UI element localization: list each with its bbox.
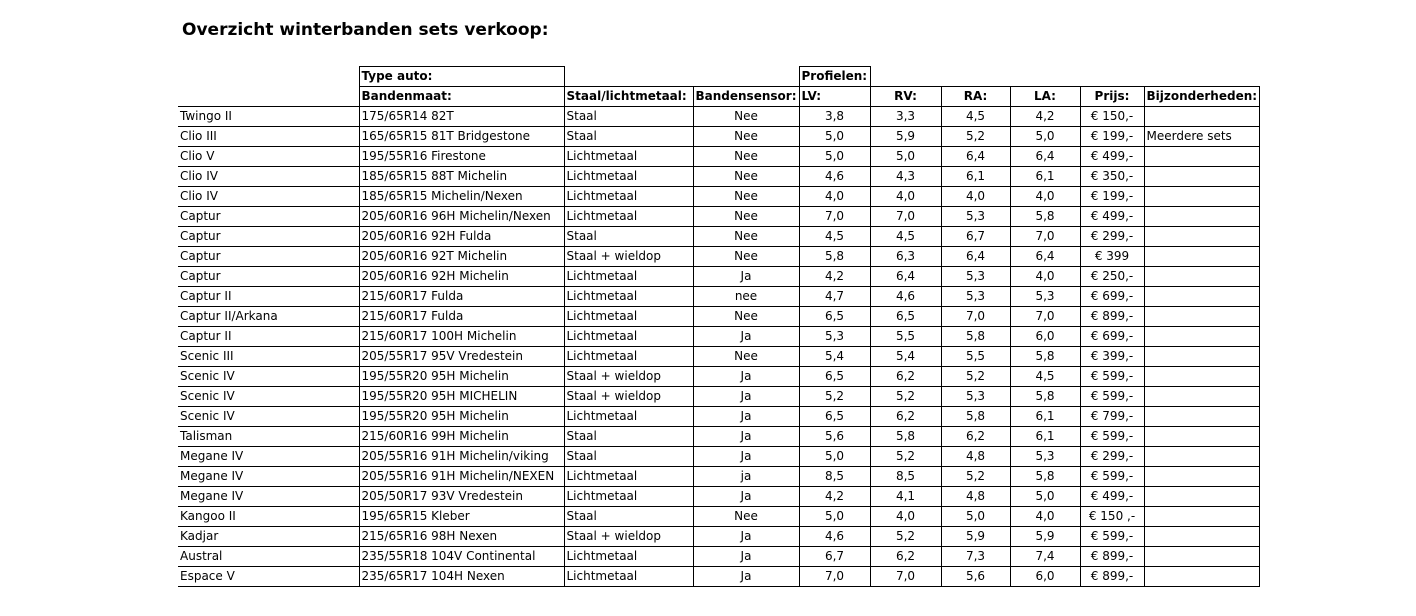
cell-tyre-size: 215/65R16 98H Nexen: [359, 527, 564, 547]
cell-model: Megane IV: [178, 467, 359, 487]
table-row: [178, 387, 1260, 407]
cell-model: Captur: [178, 207, 359, 227]
page-title: Overzicht winterbanden sets verkoop:: [182, 20, 549, 40]
cell-profile-la: 6,4: [1010, 147, 1080, 167]
header-rim: Staal/lichtmetaal:: [564, 87, 693, 107]
cell-tyre-size: 205/55R17 95V Vredestein: [359, 347, 564, 367]
cell-tyre-sensor: Ja: [693, 487, 799, 507]
cell-price: € 699,-: [1080, 287, 1144, 307]
cell-model: Austral: [178, 547, 359, 567]
cell-rim-type: Lichtmetaal: [564, 347, 693, 367]
cell-rim-type: Lichtmetaal: [564, 187, 693, 207]
cell-profile-rv: 6,4: [870, 267, 941, 287]
cell-tyre-size: 235/65R17 104H Nexen: [359, 567, 564, 587]
cell-price: € 150,-: [1080, 107, 1144, 127]
cell-profile-ra: 4,0: [941, 187, 1010, 207]
cell-notes: [1144, 507, 1260, 527]
cell-tyre-sensor: Ja: [693, 447, 799, 467]
cell-profile-ra: 4,8: [941, 487, 1010, 507]
table-row: [178, 107, 1260, 127]
table-row: [178, 527, 1260, 547]
cell-profile-la: 5,0: [1010, 487, 1080, 507]
table-row: [178, 367, 1260, 387]
cell-tyre-size: 185/65R15 88T Michelin: [359, 167, 564, 187]
cell-rim-type: Staal: [564, 107, 693, 127]
cell-notes: Meerdere sets: [1144, 127, 1260, 147]
header-blank: [1144, 67, 1260, 87]
cell-profile-rv: 6,5: [870, 307, 941, 327]
cell-model: Megane IV: [178, 447, 359, 467]
cell-notes: [1144, 307, 1260, 327]
cell-price: € 499,-: [1080, 207, 1144, 227]
header-blank: [178, 67, 359, 87]
cell-model: Clio V: [178, 147, 359, 167]
cell-profile-la: 6,1: [1010, 167, 1080, 187]
cell-profile-ra: 5,2: [941, 467, 1010, 487]
cell-tyre-sensor: Nee: [693, 127, 799, 147]
cell-rim-type: Lichtmetaal: [564, 167, 693, 187]
cell-profile-la: 7,0: [1010, 307, 1080, 327]
cell-model: Scenic III: [178, 347, 359, 367]
cell-profile-ra: 5,3: [941, 387, 1010, 407]
cell-notes: [1144, 467, 1260, 487]
cell-price: € 299,-: [1080, 447, 1144, 467]
cell-tyre-sensor: Ja: [693, 367, 799, 387]
header-blank: [1010, 67, 1080, 87]
cell-notes: [1144, 527, 1260, 547]
cell-tyre-size: 205/60R16 92T Michelin: [359, 247, 564, 267]
cell-tyre-sensor: Nee: [693, 307, 799, 327]
cell-profile-lv: 5,6: [799, 427, 870, 447]
header-row-2: [178, 87, 1260, 107]
cell-profile-rv: 5,2: [870, 447, 941, 467]
cell-profile-lv: 4,2: [799, 487, 870, 507]
cell-rim-type: Lichtmetaal: [564, 487, 693, 507]
cell-notes: [1144, 427, 1260, 447]
cell-model: Twingo II: [178, 107, 359, 127]
cell-tyre-size: 235/55R18 104V Continental: [359, 547, 564, 567]
header-sensor: Bandensensor:: [693, 87, 799, 107]
table-row: [178, 347, 1260, 367]
header-bandenmaat: Bandenmaat:: [359, 87, 564, 107]
cell-price: € 899,-: [1080, 567, 1144, 587]
cell-profile-ra: 6,2: [941, 427, 1010, 447]
table-row: [178, 507, 1260, 527]
cell-price: € 399: [1080, 247, 1144, 267]
cell-tyre-sensor: Nee: [693, 187, 799, 207]
cell-tyre-sensor: nee: [693, 287, 799, 307]
cell-notes: [1144, 207, 1260, 227]
cell-profile-la: 6,4: [1010, 247, 1080, 267]
cell-profile-rv: 4,0: [870, 507, 941, 527]
cell-price: € 250,-: [1080, 267, 1144, 287]
cell-tyre-size: 185/65R15 Michelin/Nexen: [359, 187, 564, 207]
cell-price: € 150 ,-: [1080, 507, 1144, 527]
cell-profile-rv: 5,2: [870, 527, 941, 547]
cell-price: € 899,-: [1080, 547, 1144, 567]
cell-profile-rv: 4,3: [870, 167, 941, 187]
cell-profile-rv: 7,0: [870, 207, 941, 227]
cell-price: € 199,-: [1080, 127, 1144, 147]
cell-price: € 799,-: [1080, 407, 1144, 427]
cell-rim-type: Lichtmetaal: [564, 467, 693, 487]
cell-price: € 199,-: [1080, 187, 1144, 207]
cell-profile-rv: 4,1: [870, 487, 941, 507]
cell-tyre-sensor: Ja: [693, 527, 799, 547]
table-row: [178, 167, 1260, 187]
cell-tyre-sensor: Nee: [693, 227, 799, 247]
cell-profile-la: 5,9: [1010, 527, 1080, 547]
cell-profile-lv: 6,7: [799, 547, 870, 567]
cell-tyre-size: 195/65R15 Kleber: [359, 507, 564, 527]
cell-price: € 599,-: [1080, 527, 1144, 547]
header-profielen: Profielen:: [799, 67, 870, 87]
cell-profile-la: 4,2: [1010, 107, 1080, 127]
cell-profile-lv: 5,2: [799, 387, 870, 407]
cell-tyre-size: 205/60R16 92H Michelin: [359, 267, 564, 287]
cell-model: Captur II: [178, 287, 359, 307]
cell-profile-la: 7,4: [1010, 547, 1080, 567]
cell-notes: [1144, 547, 1260, 567]
cell-notes: [1144, 367, 1260, 387]
cell-profile-la: 5,0: [1010, 127, 1080, 147]
table-row: [178, 407, 1260, 427]
cell-model: Kangoo II: [178, 507, 359, 527]
cell-profile-rv: 5,9: [870, 127, 941, 147]
cell-profile-rv: 5,8: [870, 427, 941, 447]
cell-notes: [1144, 407, 1260, 427]
cell-tyre-sensor: Nee: [693, 147, 799, 167]
cell-profile-ra: 5,6: [941, 567, 1010, 587]
cell-price: € 399,-: [1080, 347, 1144, 367]
cell-model: Espace V: [178, 567, 359, 587]
cell-profile-ra: 5,9: [941, 527, 1010, 547]
cell-profile-lv: 5,0: [799, 507, 870, 527]
cell-price: € 699,-: [1080, 327, 1144, 347]
cell-price: € 899,-: [1080, 307, 1144, 327]
cell-rim-type: Lichtmetaal: [564, 287, 693, 307]
header-la: LA:: [1010, 87, 1080, 107]
cell-profile-lv: 5,3: [799, 327, 870, 347]
cell-profile-lv: 6,5: [799, 307, 870, 327]
cell-model: Scenic IV: [178, 367, 359, 387]
table-row: [178, 247, 1260, 267]
cell-tyre-size: 215/60R17 Fulda: [359, 287, 564, 307]
cell-rim-type: Staal: [564, 447, 693, 467]
header-prijs: Prijs:: [1080, 87, 1144, 107]
cell-tyre-size: 215/60R17 Fulda: [359, 307, 564, 327]
cell-notes: [1144, 287, 1260, 307]
cell-tyre-size: 195/55R20 95H MICHELIN: [359, 387, 564, 407]
cell-profile-lv: 7,0: [799, 567, 870, 587]
header-notes: Bijzonderheden:: [1144, 87, 1260, 107]
table-row: [178, 487, 1260, 507]
cell-profile-ra: 5,3: [941, 267, 1010, 287]
header-row-1: [178, 67, 1260, 87]
cell-profile-ra: 7,3: [941, 547, 1010, 567]
cell-profile-ra: 5,2: [941, 127, 1010, 147]
cell-tyre-size: 205/50R17 93V Vredestein: [359, 487, 564, 507]
cell-price: € 599,-: [1080, 387, 1144, 407]
cell-rim-type: Lichtmetaal: [564, 267, 693, 287]
cell-price: € 599,-: [1080, 427, 1144, 447]
cell-profile-la: 4,0: [1010, 187, 1080, 207]
cell-rim-type: Staal: [564, 127, 693, 147]
cell-profile-ra: 6,4: [941, 147, 1010, 167]
cell-tyre-sensor: Ja: [693, 547, 799, 567]
cell-model: Kadjar: [178, 527, 359, 547]
cell-profile-la: 5,8: [1010, 347, 1080, 367]
cell-tyre-sensor: ja: [693, 467, 799, 487]
cell-model: Scenic IV: [178, 407, 359, 427]
table-row: [178, 127, 1260, 147]
cell-profile-ra: 5,8: [941, 407, 1010, 427]
cell-notes: [1144, 327, 1260, 347]
cell-profile-rv: 4,5: [870, 227, 941, 247]
cell-profile-lv: 6,5: [799, 407, 870, 427]
cell-model: Scenic IV: [178, 387, 359, 407]
table-row: [178, 147, 1260, 167]
winter-tyre-sets-table: [178, 66, 1260, 587]
cell-profile-la: 5,8: [1010, 207, 1080, 227]
cell-rim-type: Staal: [564, 507, 693, 527]
cell-profile-lv: 7,0: [799, 207, 870, 227]
cell-profile-rv: 6,2: [870, 547, 941, 567]
cell-price: € 350,-: [1080, 167, 1144, 187]
cell-notes: [1144, 147, 1260, 167]
table-row: [178, 447, 1260, 467]
cell-model: Megane IV: [178, 487, 359, 507]
cell-profile-la: 5,8: [1010, 387, 1080, 407]
cell-profile-rv: 6,2: [870, 407, 941, 427]
cell-profile-ra: 7,0: [941, 307, 1010, 327]
cell-tyre-size: 195/55R16 Firestone: [359, 147, 564, 167]
table-row: [178, 227, 1260, 247]
cell-profile-ra: 5,3: [941, 287, 1010, 307]
cell-profile-rv: 8,5: [870, 467, 941, 487]
cell-profile-lv: 5,0: [799, 127, 870, 147]
cell-profile-lv: 8,5: [799, 467, 870, 487]
cell-rim-type: Staal + wieldop: [564, 367, 693, 387]
cell-rim-type: Lichtmetaal: [564, 307, 693, 327]
cell-profile-ra: 5,5: [941, 347, 1010, 367]
cell-notes: [1144, 447, 1260, 467]
cell-profile-rv: 5,2: [870, 387, 941, 407]
cell-tyre-sensor: Nee: [693, 207, 799, 227]
header-blank: [1080, 67, 1144, 87]
cell-profile-ra: 5,2: [941, 367, 1010, 387]
cell-profile-lv: 3,8: [799, 107, 870, 127]
cell-model: Captur II: [178, 327, 359, 347]
header-rv: RV:: [870, 87, 941, 107]
cell-price: € 299,-: [1080, 227, 1144, 247]
cell-notes: [1144, 107, 1260, 127]
cell-model: Captur: [178, 267, 359, 287]
cell-rim-type: Lichtmetaal: [564, 567, 693, 587]
cell-profile-la: 4,0: [1010, 267, 1080, 287]
cell-tyre-sensor: Ja: [693, 567, 799, 587]
cell-tyre-size: 205/60R16 92H Fulda: [359, 227, 564, 247]
cell-notes: [1144, 227, 1260, 247]
cell-model: Clio III: [178, 127, 359, 147]
cell-profile-rv: 7,0: [870, 567, 941, 587]
cell-model: Captur: [178, 227, 359, 247]
cell-price: € 599,-: [1080, 367, 1144, 387]
cell-model: Talisman: [178, 427, 359, 447]
cell-tyre-sensor: Ja: [693, 407, 799, 427]
cell-tyre-size: 205/55R16 91H Michelin/NEXEN: [359, 467, 564, 487]
cell-rim-type: Staal + wieldop: [564, 527, 693, 547]
cell-model: Captur: [178, 247, 359, 267]
cell-notes: [1144, 567, 1260, 587]
cell-price: € 499,-: [1080, 147, 1144, 167]
cell-price: € 499,-: [1080, 487, 1144, 507]
cell-tyre-size: 195/55R20 95H Michelin: [359, 367, 564, 387]
cell-profile-lv: 4,6: [799, 167, 870, 187]
cell-rim-type: Staal: [564, 427, 693, 447]
cell-profile-la: 6,0: [1010, 327, 1080, 347]
cell-profile-lv: 4,7: [799, 287, 870, 307]
cell-notes: [1144, 167, 1260, 187]
cell-notes: [1144, 247, 1260, 267]
cell-tyre-sensor: Ja: [693, 327, 799, 347]
cell-profile-la: 6,0: [1010, 567, 1080, 587]
cell-rim-type: Staal: [564, 227, 693, 247]
cell-model: Clio IV: [178, 167, 359, 187]
header-blank: [564, 67, 693, 87]
cell-tyre-sensor: Ja: [693, 267, 799, 287]
table-row: [178, 287, 1260, 307]
header-blank: [941, 67, 1010, 87]
cell-notes: [1144, 347, 1260, 367]
cell-tyre-size: 205/55R16 91H Michelin/viking: [359, 447, 564, 467]
cell-profile-lv: 4,5: [799, 227, 870, 247]
cell-model: Clio IV: [178, 187, 359, 207]
table-row: [178, 207, 1260, 227]
cell-rim-type: Staal + wieldop: [564, 387, 693, 407]
cell-profile-rv: 4,0: [870, 187, 941, 207]
cell-notes: [1144, 387, 1260, 407]
cell-profile-rv: 6,2: [870, 367, 941, 387]
cell-rim-type: Lichtmetaal: [564, 147, 693, 167]
cell-rim-type: Staal + wieldop: [564, 247, 693, 267]
cell-tyre-sensor: Nee: [693, 247, 799, 267]
table-row: [178, 327, 1260, 347]
cell-profile-la: 6,1: [1010, 407, 1080, 427]
cell-profile-ra: 4,5: [941, 107, 1010, 127]
cell-profile-ra: 5,0: [941, 507, 1010, 527]
cell-profile-ra: 6,7: [941, 227, 1010, 247]
cell-profile-lv: 5,8: [799, 247, 870, 267]
header-type-auto: Type auto:: [359, 67, 564, 87]
cell-profile-la: 5,3: [1010, 287, 1080, 307]
table-row: [178, 467, 1260, 487]
cell-profile-ra: 5,3: [941, 207, 1010, 227]
cell-tyre-size: 215/60R17 100H Michelin: [359, 327, 564, 347]
cell-profile-ra: 5,8: [941, 327, 1010, 347]
cell-profile-ra: 6,1: [941, 167, 1010, 187]
cell-profile-lv: 4,0: [799, 187, 870, 207]
cell-profile-ra: 6,4: [941, 247, 1010, 267]
table-row: [178, 547, 1260, 567]
cell-profile-la: 5,3: [1010, 447, 1080, 467]
cell-tyre-sensor: Nee: [693, 507, 799, 527]
cell-profile-la: 4,0: [1010, 507, 1080, 527]
cell-profile-rv: 5,4: [870, 347, 941, 367]
table-row: [178, 267, 1260, 287]
table-row: [178, 567, 1260, 587]
cell-tyre-size: 175/65R14 82T: [359, 107, 564, 127]
cell-notes: [1144, 187, 1260, 207]
cell-profile-rv: 4,6: [870, 287, 941, 307]
cell-rim-type: Lichtmetaal: [564, 407, 693, 427]
cell-profile-la: 4,5: [1010, 367, 1080, 387]
cell-tyre-sensor: Nee: [693, 347, 799, 367]
cell-profile-ra: 4,8: [941, 447, 1010, 467]
cell-profile-la: 7,0: [1010, 227, 1080, 247]
header-blank: [178, 87, 359, 107]
table-row: [178, 427, 1260, 447]
cell-rim-type: Lichtmetaal: [564, 327, 693, 347]
cell-profile-lv: 4,6: [799, 527, 870, 547]
header-lv: LV:: [799, 87, 870, 107]
header-blank: [693, 67, 799, 87]
cell-tyre-sensor: Nee: [693, 167, 799, 187]
cell-price: € 599,-: [1080, 467, 1144, 487]
cell-tyre-size: 205/60R16 96H Michelin/Nexen: [359, 207, 564, 227]
cell-profile-la: 6,1: [1010, 427, 1080, 447]
cell-notes: [1144, 487, 1260, 507]
table-row: [178, 187, 1260, 207]
cell-tyre-sensor: Ja: [693, 427, 799, 447]
header-ra: RA:: [941, 87, 1010, 107]
cell-profile-lv: 5,0: [799, 447, 870, 467]
cell-tyre-sensor: Nee: [693, 107, 799, 127]
cell-profile-rv: 5,0: [870, 147, 941, 167]
cell-tyre-size: 215/60R16 99H Michelin: [359, 427, 564, 447]
cell-profile-rv: 3,3: [870, 107, 941, 127]
cell-notes: [1144, 267, 1260, 287]
cell-profile-rv: 6,3: [870, 247, 941, 267]
cell-profile-lv: 5,4: [799, 347, 870, 367]
cell-tyre-sensor: Ja: [693, 387, 799, 407]
header-blank: [870, 67, 941, 87]
cell-profile-la: 5,8: [1010, 467, 1080, 487]
cell-rim-type: Lichtmetaal: [564, 207, 693, 227]
cell-tyre-size: 195/55R20 95H Michelin: [359, 407, 564, 427]
cell-model: Captur II/Arkana: [178, 307, 359, 327]
cell-tyre-size: 165/65R15 81T Bridgestone: [359, 127, 564, 147]
cell-profile-lv: 6,5: [799, 367, 870, 387]
cell-profile-lv: 5,0: [799, 147, 870, 167]
table-row: [178, 307, 1260, 327]
cell-profile-lv: 4,2: [799, 267, 870, 287]
cell-profile-rv: 5,5: [870, 327, 941, 347]
cell-rim-type: Lichtmetaal: [564, 547, 693, 567]
